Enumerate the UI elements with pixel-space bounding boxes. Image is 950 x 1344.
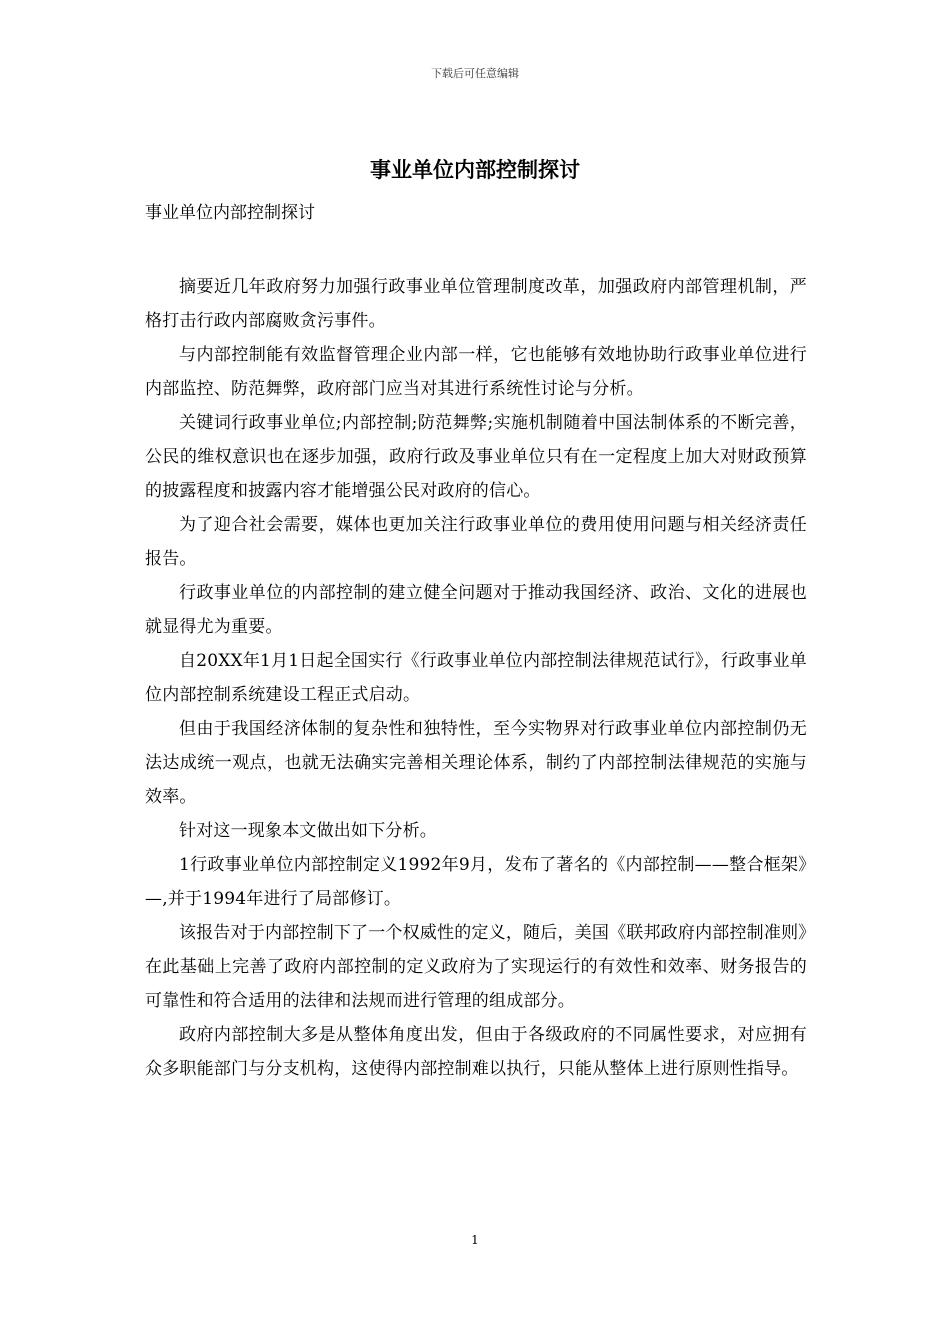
body-text [145, 270, 807, 1086]
paragraph: 政府内部控制大多是从整体角度出发，但由于各级政府的不同属性要求，对应拥有众多职能部门与分支机构，这使得内部控制难以执行，只能从整体上进行原则性指导。 [145, 1025, 807, 1079]
paragraph: 但由于我国经济体制的复杂性和独特性，至今实物界对行政事业单位内部控制仍无法达成统一观点，也就无法确实完善相关理论体系，制约了内部控制法律规范的实施与效率。 [145, 719, 807, 807]
paragraph: 针对这一现象本文做出如下分析。 [179, 821, 437, 841]
paragraph: 行政事业单位的内部控制的建立健全问题对于推动我国经济、政治、文化的进展也就显得尤为重要。 [145, 583, 807, 637]
paragraph: 摘要近几年政府努力加强行政事业单位管理制度改革，加强政府内部管理机制，严格打击行政内部腐败贪污事件。 [145, 277, 807, 331]
paragraph: 为了迎合社会需要，媒体也更加关注行政事业单位的费用使用问题与相关经济责任报告。 [145, 515, 807, 569]
header-note: 下载后可任意编辑 [431, 67, 519, 80]
document-title: 事业单位内部控制探讨 [370, 157, 580, 182]
paragraph: 1行政事业单位内部控制定义1992年9月，发布了著名的《内部控制——整合框架》—,并于1994年进行了局部修订。 [145, 855, 807, 909]
paragraph: 关键词行政事业单位;内部控制;防范舞弊;实施机制随着中国法制体系的不断完善，公民的维权意识也在逐步加强，政府行政及事业单位只有在一定程度上加大对财政预算的披露程度和披露内容才能增强公民对政府的信心。 [145, 413, 807, 501]
page-number: 1 [471, 1233, 479, 1247]
paragraph: 与内部控制能有效监督管理企业内部一样，它也能够有效地协助行政事业单位进行内部监控、防范舞弊，政府部门应当对其进行系统性讨论与分析。 [145, 345, 807, 399]
document-subtitle: 事业单位内部控制探讨 [145, 203, 315, 223]
paragraph: 自20XX年1月1日起全国实行《行政事业单位内部控制法律规范试行》，行政事业单位内部控制系统建设工程正式启动。 [145, 651, 807, 705]
paragraph: 该报告对于内部控制下了一个权威性的定义，随后，美国《联邦政府内部控制准则》在此基础上完善了政府内部控制的定义政府为了实现运行的有效性和效率、财务报告的可靠性和符合适用的法律和法规而进行管理的组成部分。 [145, 923, 807, 1011]
